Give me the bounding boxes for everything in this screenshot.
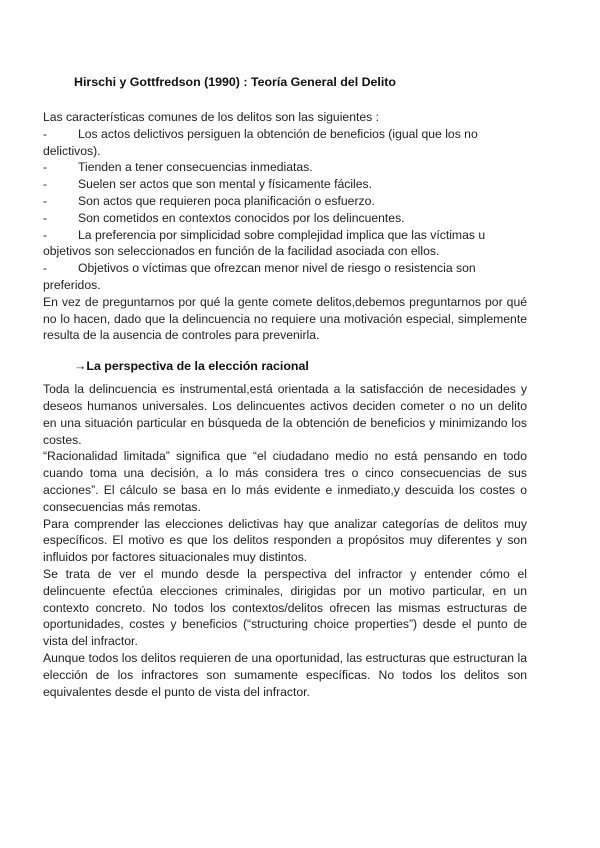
section-heading: →La perspectiva de la elección racional <box>74 359 309 374</box>
bullet-dash: - <box>43 210 48 225</box>
section-paragraph: Aunque todos los delitos requieren de una oportunidad, las estructuras que estructuran la elección de los infractores son sumamente específicas. No todos los delitos son equivalentes desde el punto de vista del infractor. <box>43 650 527 699</box>
list-item-text: Son actos que requieren poca planificación o esfuerzo. <box>78 193 375 208</box>
document-title: Hirschi y Gottfredson (1990) : Teoría General del Delito <box>74 75 397 89</box>
list-item <box>43 260 527 294</box>
list-item <box>43 193 527 210</box>
list-item-text: Son cometidos en contextos conocidos por los delincuentes. <box>78 210 405 225</box>
list-item <box>43 210 527 227</box>
bullet-dash: - <box>43 126 48 141</box>
list-item-text: Suelen ser actos que son mental y físicamente fáciles. <box>78 177 373 192</box>
bullet-dash: - <box>43 227 48 242</box>
bullet-dash: - <box>43 261 48 276</box>
list-item-text: Objetivos o víctimas que ofrezcan menor nivel de riesgo o resistencia son preferidos. <box>43 261 476 292</box>
list-item <box>43 176 527 193</box>
bullet-dash: - <box>43 193 48 208</box>
section-paragraph: Se trata de ver el mundo desde la perspectiva del infractor y entender cómo el delincuente efectúa elecciones criminales, dirigidas por un motivo particular, en un contexto concreto. No todos los contextos/delitos ofrecen las mismas estructuras de oportunidades, costes y beneficios (“structuring choice properties”) desde el punto de vista del infractor. <box>43 566 527 649</box>
characteristics-list <box>43 126 527 294</box>
list-item-text: Los actos delictivos persiguen la obtención de beneficios (igual que los no delictivos). <box>43 126 478 158</box>
list-item <box>43 126 527 160</box>
list-item <box>43 227 527 261</box>
document-body <box>43 60 527 700</box>
closing-paragraph: En vez de preguntarnos por qué la gente comete delitos,debemos preguntarnos por qué no lo hacen, dado que la delincuencia no requiere una motivación especial, simplemente resulta de la ausencia de controles para prevenirla. <box>43 294 527 343</box>
list-item-text: Tienden a tener consecuencias inmediatas. <box>78 160 313 175</box>
bullet-dash: - <box>43 177 48 192</box>
list-item <box>43 159 527 176</box>
section-paragraph: Para comprender las elecciones delictivas hay que analizar categorías de delitos muy específicos. El motivo es que los delitos responden a propósitos muy diferentes y son influidos por factores situacionales muy distintos. <box>43 516 527 565</box>
intro-text: Las características comunes de los delitos son las siguientes : <box>43 110 380 124</box>
section-paragraph: Toda la delincuencia es instrumental,está orientada a la satisfacción de necesidades y deseos humanos universales. Los delincuentes activos deciden cometer o no un delito en una situación particular en búsqueda de la obtención de beneficios y minimizando los costes. <box>43 382 527 447</box>
list-item-text: La preferencia por simplicidad sobre complejidad implica que las víctimas u objetivos son seleccionados en función de la facilidad asociada con ellos. <box>43 227 486 259</box>
bullet-dash: - <box>43 160 48 175</box>
section-paragraph: “Racionalidad limitada” significa que “el ciudadano medio no está pensando en todo cuando toma una decisión, a lo más considera tres o cinco consecuencias de sus acciones”. El cálculo se basa en lo más evidente e inmediato,y descuida los costes o consecuencias más remotas. <box>43 449 527 514</box>
